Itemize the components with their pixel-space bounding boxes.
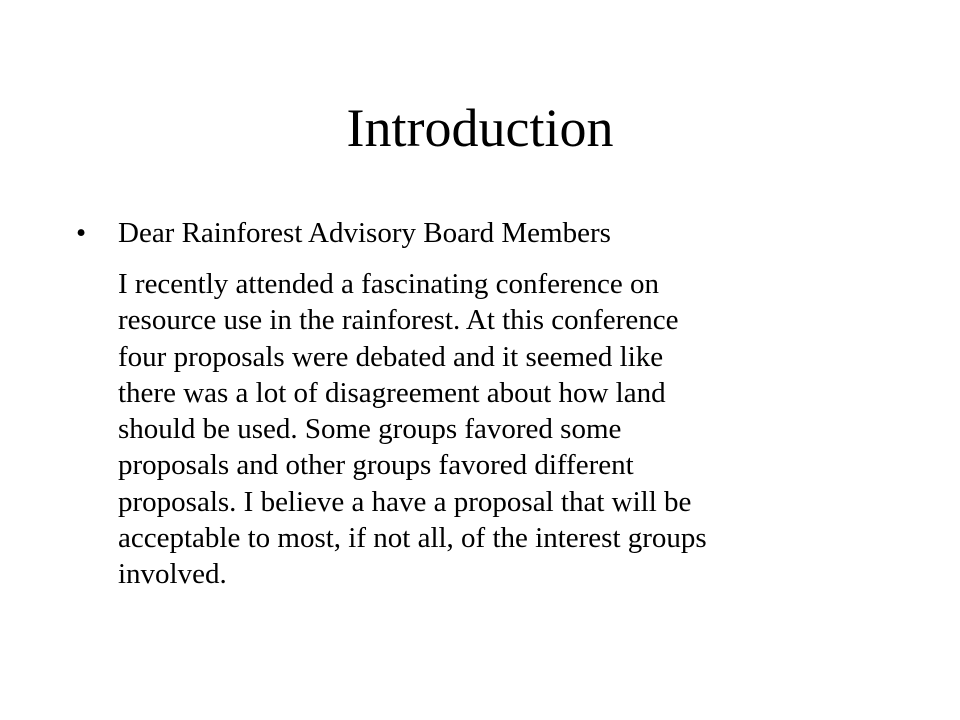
paragraph-line: proposals. I believe a have a proposal that will be xyxy=(118,485,692,518)
paragraph-line: should be used. Some groups favored some xyxy=(118,413,622,446)
paragraph-line: proposals and other groups favored different xyxy=(118,449,634,482)
slide-title: Introduction xyxy=(346,98,614,158)
paragraph-line: I recently attended a fascinating conference on xyxy=(118,268,660,300)
bullet-text: Dear Rainforest Advisory Board Members xyxy=(118,217,611,249)
paragraph-line: involved. xyxy=(118,558,227,591)
paragraph-line: resource use in the rainforest. At this conference xyxy=(118,304,679,337)
paragraph-line: there was a lot of disagreement about how land xyxy=(118,376,666,409)
body-paragraph xyxy=(118,266,898,593)
bullet-icon: • xyxy=(76,217,87,249)
paragraph-line: acceptable to most, if not all, of the interest groups xyxy=(118,522,707,555)
paragraph-line: four proposals were debated and it seemed like xyxy=(118,340,664,373)
